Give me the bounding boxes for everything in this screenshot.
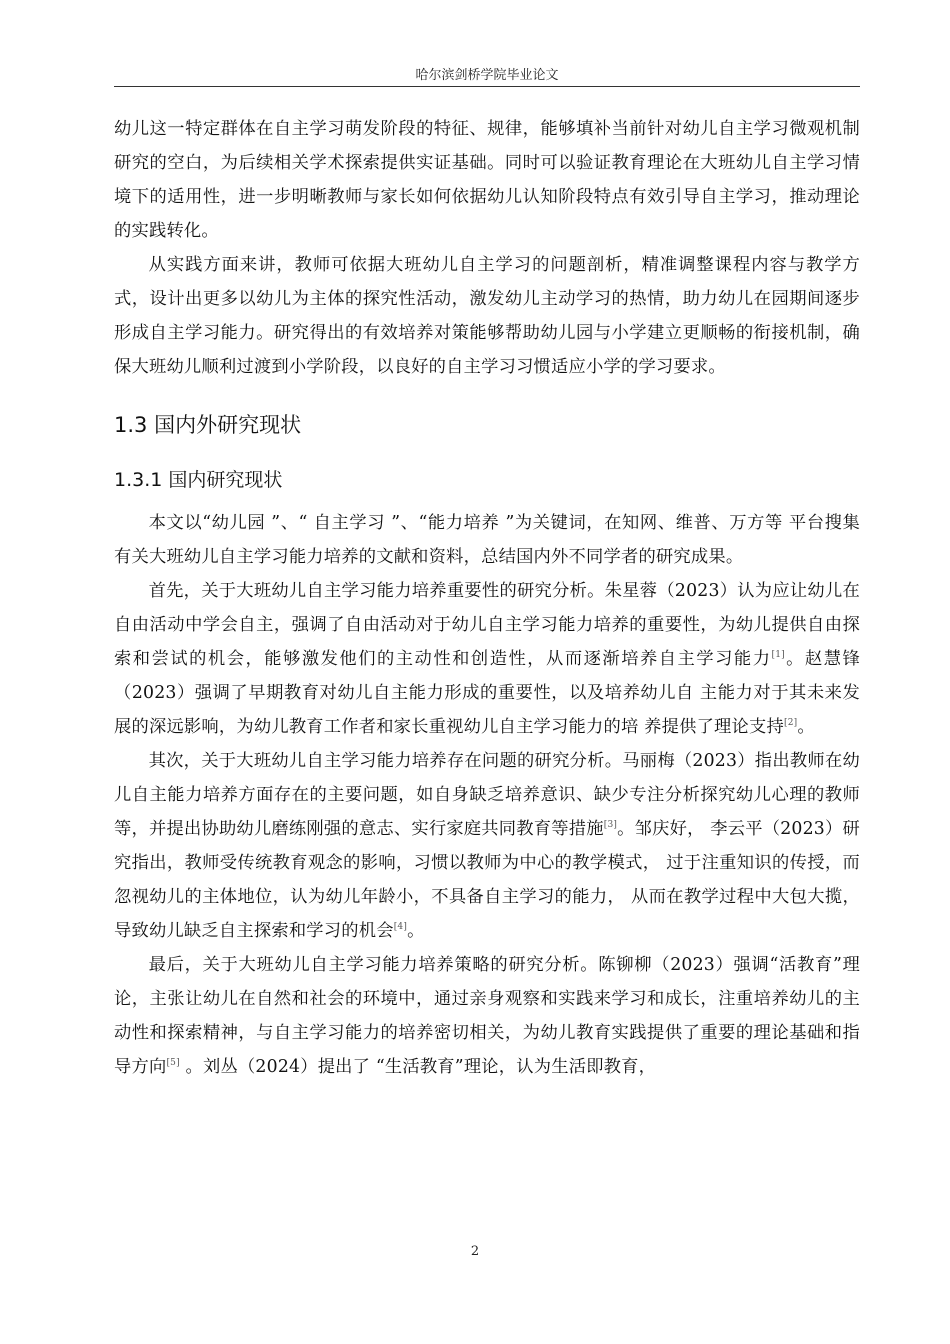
- paragraph-text: 最后，关于大班幼儿自主学习能力培养策略的研究分析。陈铆柳（2023）强调“活教育”理论，主张让幼儿在自然和社会的环境中，通过亲身观察和实践来学习和成长，注重培养幼儿的主动性和探索精神，与自主学习能力的培养密切相关，为幼儿教育实践提供了重要的理论基础和指导方向: [114, 955, 860, 1077]
- paragraph-text: 。赵慧锋（2023）强调了早期教育对幼儿自主能力形成的重要性，以及培养幼儿自 主能力对于其未来发展的深远影响，为幼儿教育工作者和家长重视幼儿自主学习能力的培 养提供了理论支持: [114, 649, 860, 737]
- citation-ref: [3]: [603, 820, 618, 831]
- citation-ref: [4]: [393, 922, 408, 933]
- paragraph-text: 。邹庆好， 李云平（2023）研究指出，教师受传统教育观念的影响，习惯以教师为中心的教学模式， 过于注重知识的传授，而忽视幼儿的主体地位，认为幼儿年龄小，不具备自主学习的能力， 从而在教学过程中大包大揽，导致幼儿缺乏自主探索和学习的机会: [114, 819, 860, 941]
- paragraph-text: 。: [797, 717, 815, 737]
- paragraph: 本文以“幼儿园 ”、“ 自主学习 ”、“能力培养 ”为关键词，在知网、维普、万方等 平台搜集有关大班幼儿自主学习能力培养的文献和资料，总结国内外不同学者的研究成果。: [114, 513, 860, 567]
- paragraph: 从实践方面来讲，教师可依据大班幼儿自主学习的问题剖析，精准调整课程内容与教学方式，设计出更多以幼儿为主体的探究性活动，激发幼儿主动学习的热情，助力幼儿在园期间逐步形成自主学习能力。研究得出的有效培养对策能够帮助幼儿园与小学建立更顺畅的衔接机制，确保大班幼儿顺利过渡到小学阶段，以良好的自主学习习惯适应小学的学习要求。: [114, 255, 860, 377]
- paragraph-text: 其次，关于大班幼儿自主学习能力培养存在问题的研究分析。马丽梅（2023）指出教师在幼儿自主能力培养方面存在的主要问题，如自身缺乏培养意识、缺少专注分析探究幼儿心理的教师等，并提出协助幼儿磨练刚强的意志、实行家庭共同教育等措施: [114, 751, 860, 839]
- paragraph: [114, 574, 860, 744]
- page-number: 2: [470, 1244, 480, 1259]
- header-divider: [114, 86, 860, 87]
- paragraph-text: 。刘丛（2024）提出了 “生活教育”理论，认为生活即教育，: [179, 1057, 657, 1077]
- citation-ref: [1]: [771, 650, 785, 661]
- paragraph: 幼儿这一特定群体在自主学习萌发阶段的特征、规律，能够填补当前针对幼儿自主学习微观机制研究的空白，为后续相关学术探索提供实证基础。同时可以验证教育理论在大班幼儿自主学习情境下的适用性，进一步明晰教师与家长如何依据幼儿认知阶段特点有效引导自主学习，推动理论的实践转化。: [114, 119, 860, 241]
- paragraph-text: 。: [407, 921, 425, 941]
- paragraph: [114, 744, 860, 948]
- document-body: [114, 112, 860, 1084]
- section-heading: 1.3 国内外研究现状: [114, 413, 302, 437]
- paragraph-text: 首先，关于大班幼儿自主学习能力培养重要性的研究分析。朱星蓉（2023）认为应让幼儿在自由活动中学会自主，强调了自由活动对于幼儿自主学习能力培养的重要性，为幼儿提供自由探索和尝试的机会，能够激发他们的主动性和创造性，从而逐渐培养自主学习能力: [114, 581, 860, 669]
- subsection-heading: 1.3.1 国内研究现状: [114, 469, 283, 491]
- citation-ref: [2]: [783, 718, 798, 729]
- running-header: 哈尔滨剑桥学院毕业论文: [415, 68, 559, 83]
- paragraph: [114, 948, 860, 1084]
- citation-ref: [5]: [166, 1058, 180, 1069]
